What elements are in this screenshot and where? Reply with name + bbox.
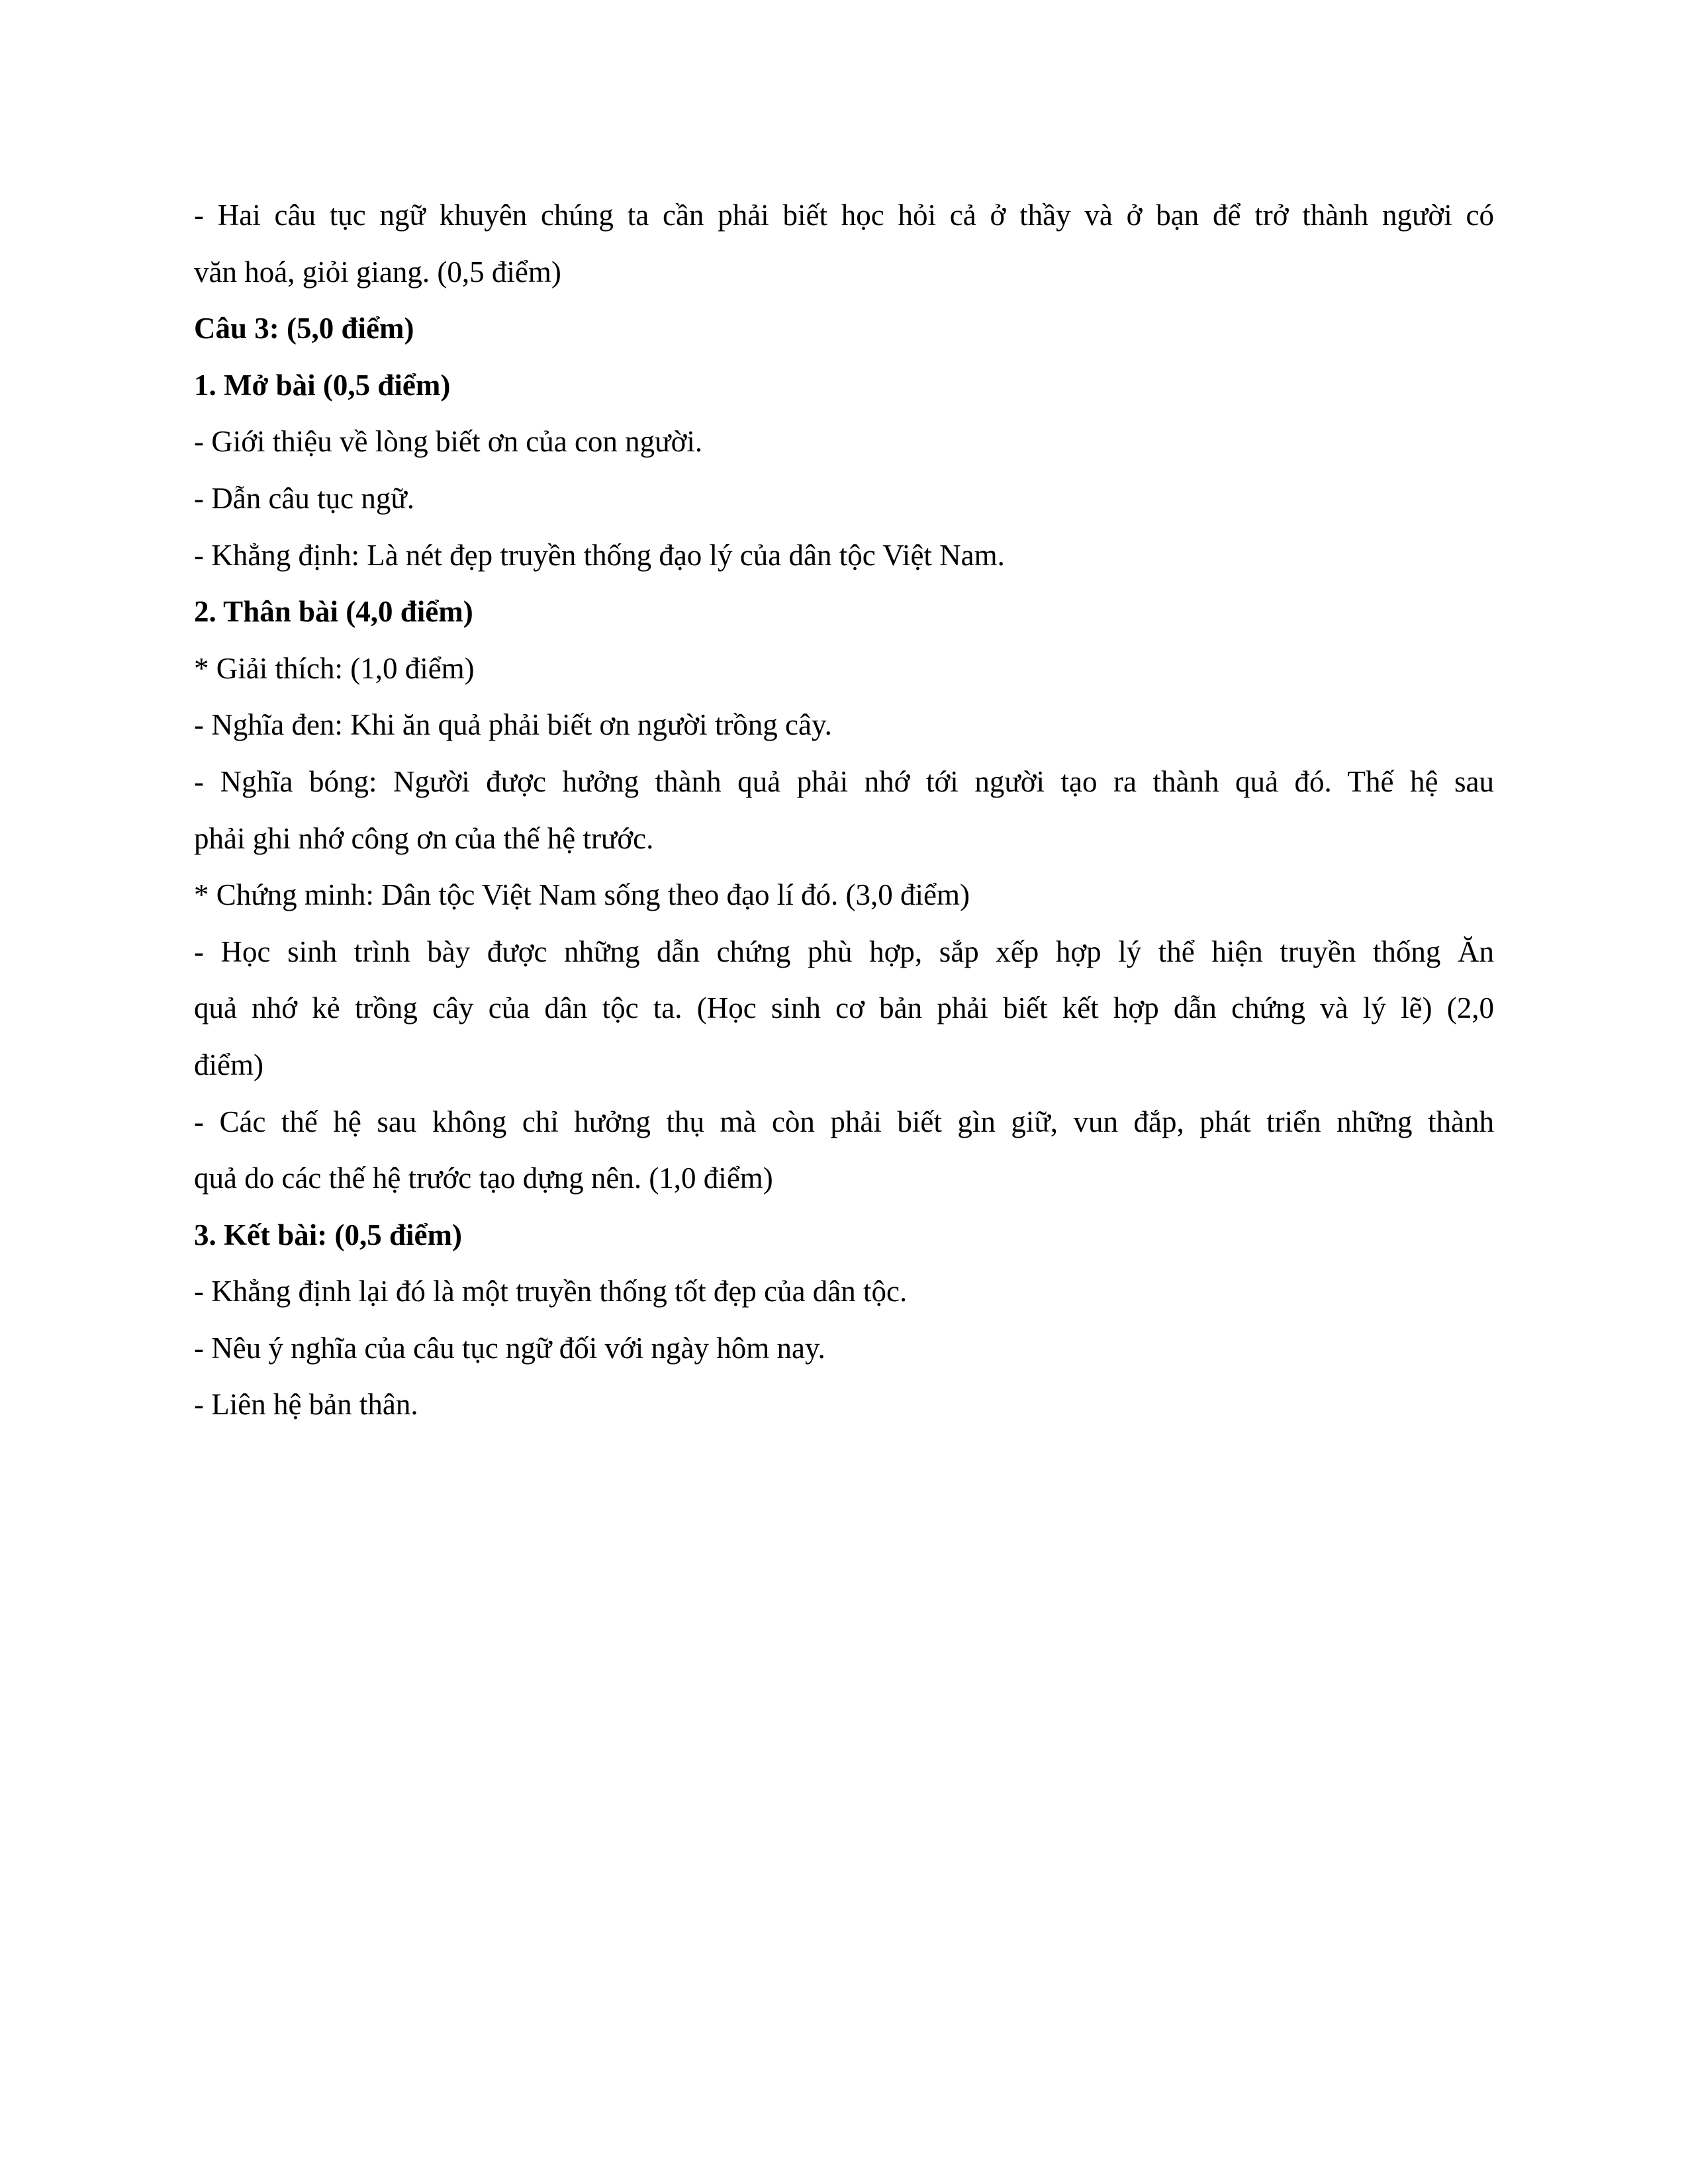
text-line: văn hoá, giỏi giang. (0,5 điểm) [194,255,561,289]
text-line: quả do các thế hệ trước tạo dựng nên. (1,0 điểm) [194,1161,773,1195]
section-heading: 2. Thân bài (4,0 điểm) [194,595,473,629]
text-line: * Chứng minh: Dân tộc Việt Nam sống theo đạo lí đó. (3,0 điểm) [194,878,970,912]
text-line: - Nêu ý nghĩa của câu tục ngữ đối với ngày hôm nay. [194,1331,825,1365]
text-line: * Giải thích: (1,0 điểm) [194,651,475,685]
text-line: - Khẳng định: Là nét đẹp truyền thống đạo lý của dân tộc Việt Nam. [194,538,1005,572]
text-line: - Nghĩa đen: Khi ăn quả phải biết ơn người trồng cây. [194,708,832,742]
section-heading: Câu 3: (5,0 điểm) [194,312,414,345]
text-line: - Nghĩa bóng: Người được hưởng thành quả phải nhớ tới người tạo ra thành quả đó. Thế hệ sau [194,764,1494,798]
section-heading: 3. Kết bài: (0,5 điểm) [194,1218,462,1251]
text-line: - Học sinh trình bày được những dẫn chứng phù hợp, sắp xếp hợp lý thể hiện truyền thống Ăn [194,934,1494,968]
text-line: phải ghi nhớ công ơn của thế hệ trước. [194,821,654,855]
section-heading: 1. Mở bài (0,5 điểm) [194,368,451,402]
text-line: - Giới thiệu về lòng biết ơn của con người. [194,425,703,459]
text-line: điểm) [194,1048,263,1081]
text-line: - Dẫn câu tục ngữ. [194,481,415,515]
text-line: - Khẳng định lại đó là một truyền thống tốt đẹp của dân tộc. [194,1275,908,1308]
text-line: - Các thế hệ sau không chỉ hưởng thụ mà còn phải biết gìn giữ, vun đắp, phát triển những thành [194,1105,1494,1138]
text-line: - Liên hệ bản thân. [194,1388,418,1422]
document-page [194,187,1494,1433]
text-line: quả nhớ kẻ trồng cây của dân tộc ta. (Học sinh cơ bản phải biết kết hợp dẫn chứng và lý lẽ) (2,0 [194,991,1494,1025]
text-line: - Hai câu tục ngữ khuyên chúng ta cần phải biết học hỏi cả ở thầy và ở bạn để trở thành người có [194,199,1494,232]
